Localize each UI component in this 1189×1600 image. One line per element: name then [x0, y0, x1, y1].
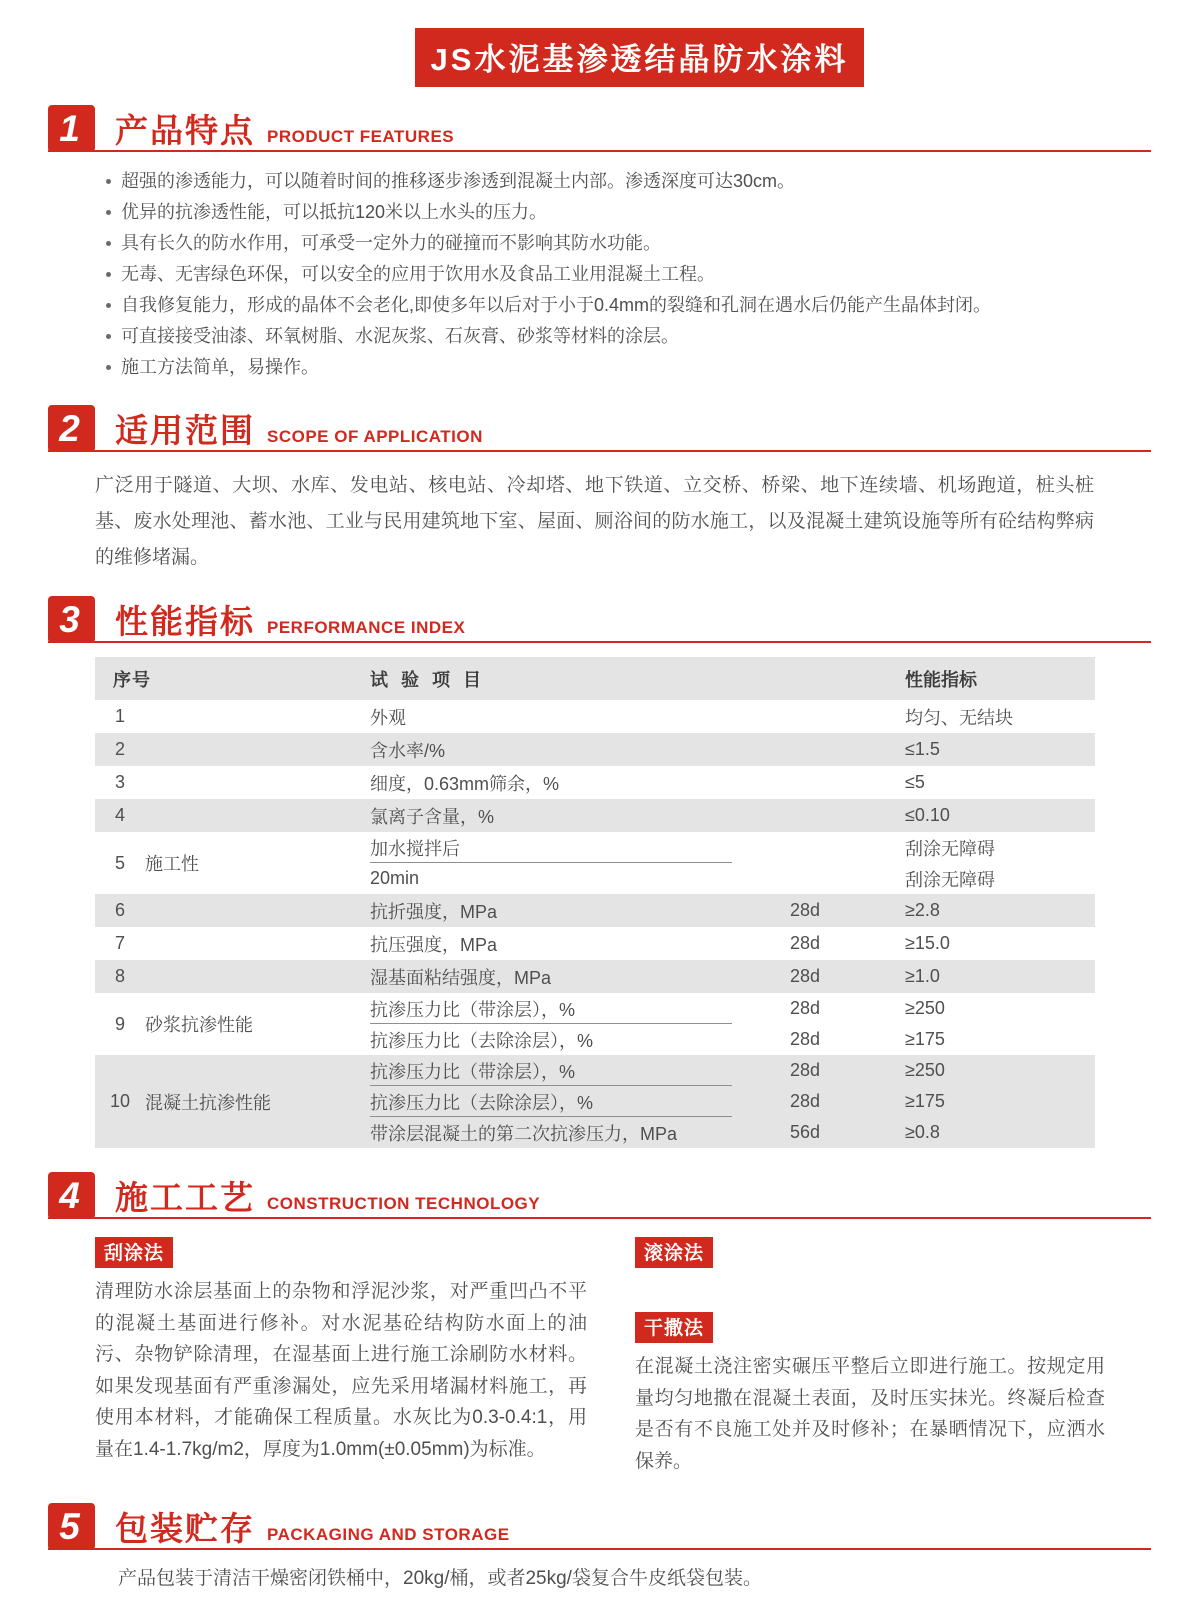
cell-test-item: 抗渗压力比（带涂层），%: [370, 1061, 576, 1082]
method-tag-drysprinkle: 干撒法: [635, 1312, 713, 1343]
section-number-badge: 4: [48, 1172, 95, 1219]
section-title-en: SCOPE OF APPLICATION: [267, 427, 483, 446]
cell-index: ≥15.0: [905, 933, 950, 953]
cell-index: 均匀、无结块: [905, 707, 1013, 728]
drysprinkle-method-text: 在混凝土浇注密实碾压平整后立即进行施工。按规定用量均匀地撒在混凝土表面，及时压实抹光。终凝后检查是否有不良施工处并及时修补；在暴晒情况下，应洒水保养。: [635, 1356, 1105, 1472]
method-tag-roll: 滚涂法: [635, 1237, 713, 1268]
section-performance-header: [48, 596, 1151, 643]
cell-age: 56d: [790, 1122, 821, 1142]
section-title-en: CONSTRUCTION TECHNOLOGY: [267, 1194, 541, 1213]
cell-index: ≥175: [905, 1091, 945, 1111]
cell-age: 28d: [790, 1091, 821, 1111]
section-title-zh: 适用范围: [115, 412, 255, 449]
scrape-method-column: [95, 1237, 587, 1477]
cell-no: 5: [114, 852, 125, 873]
cell-no: 3: [114, 772, 125, 792]
section-title-en: PERFORMANCE INDEX: [267, 618, 466, 637]
cell-test-item: 含水率/%: [370, 740, 446, 761]
cell-no: 4: [114, 805, 125, 825]
packaging-paragraph: 产品包装于清洁干燥密闭铁桶中，20kg/桶，或者25kg/袋复合牛皮纸袋包装。: [118, 1568, 762, 1589]
cell-age: 28d: [790, 966, 821, 986]
cell-test-item: 抗渗压力比（带涂层），%: [370, 999, 576, 1020]
cell-index: ≥2.8: [905, 900, 940, 920]
cell-index: 刮涂无障碍: [905, 869, 995, 890]
list-item: 无毒、无害绿色环保，可以安全的应用于饮用水及食品工业用混凝土工程。: [104, 259, 1129, 290]
cell-age: 28d: [790, 998, 821, 1018]
cell-test-item: 带涂层混凝土的第二次抗渗压力，MPa: [370, 1123, 678, 1144]
cell-age: 28d: [790, 933, 821, 953]
section-title-zh: 施工工艺: [115, 1179, 255, 1216]
table-row: [95, 1055, 1095, 1148]
construction-columns: [95, 1237, 1104, 1477]
list-item: 自我修复能力，形成的晶体不会老化,即使多年以后对于小于0.4mm的裂缝和孔洞在遇水后仍能产生晶体封闭。: [104, 290, 1129, 321]
section-title-zh: 产品特点: [115, 112, 255, 149]
scrape-method-text: 清理防水涂层基面上的杂物和浮泥沙浆，对严重凹凸不平的混凝土基面进行修补。对水泥基砼结构防水面上的油污、杂物铲除清理，在湿基面上进行施工涂刷防水材料。如果发现基面有严重渗漏处，应先采用堵漏材料施工，再使用本材料，才能确保工程质量。水灰比为0.3-0.4:1，用量在1.4-1.7kg/m2，厚度为1.0mm(±0.05mm)为标准。: [95, 1281, 587, 1460]
cell-no: 6: [114, 900, 125, 920]
cell-test-item: 细度，0.63mm筛余，%: [370, 773, 560, 794]
cell-test-item: 加水搅拌后: [370, 838, 460, 859]
cell-category: 砂浆抗渗性能: [145, 1015, 253, 1035]
column-header-item: 试 验 项 目: [370, 669, 486, 690]
table-row: [95, 993, 1095, 1055]
section-title-zh: 性能指标: [115, 603, 255, 640]
cell-no: 2: [114, 739, 125, 759]
page-title: JS水泥基渗透结晶防水涂料: [415, 28, 865, 87]
section-packaging-header: [48, 1503, 1151, 1550]
section-features-header: [48, 105, 1151, 152]
cell-category: 施工性: [145, 854, 199, 874]
cell-index: ≥250: [905, 998, 945, 1018]
cell-test-item: 抗渗压力比（去除涂层），%: [370, 1030, 594, 1051]
table-row: [95, 733, 1095, 766]
cell-test-item: 外观: [370, 707, 406, 728]
roll-drysprinkle-column: [635, 1237, 1105, 1477]
cell-test-item: 湿基面粘结强度，MPa: [370, 967, 552, 988]
cell-age: 28d: [790, 1060, 821, 1080]
column-header-index: 性能指标: [905, 669, 977, 690]
section-construction-header: [48, 1172, 1151, 1219]
section-number-badge: 1: [48, 105, 95, 152]
cell-age: 28d: [790, 900, 821, 920]
list-item: 超强的渗透能力，可以随着时间的推移逐步渗透到混凝土内部。渗透深度可达30cm。: [104, 166, 1129, 197]
cell-index: ≥175: [905, 1029, 945, 1049]
list-item: 具有长久的防水作用，可承受一定外力的碰撞而不影响其防水功能。: [104, 228, 1129, 259]
section-title-en: PACKAGING AND STORAGE: [267, 1525, 510, 1544]
section-number-badge: 2: [48, 405, 95, 452]
cell-no: 1: [114, 706, 125, 726]
column-header-no: 序号: [113, 669, 151, 690]
cell-index: ≤1.5: [905, 739, 940, 759]
cell-no: 7: [114, 933, 125, 953]
performance-table: [95, 657, 1095, 1148]
table-row: [95, 832, 1095, 894]
section-number-badge: 5: [48, 1503, 95, 1550]
cell-index: ≥1.0: [905, 966, 940, 986]
cell-index: 刮涂无障碍: [905, 838, 995, 859]
table-row: [95, 799, 1095, 832]
table-row: [95, 927, 1095, 960]
section-title-zh: 包装贮存: [115, 1510, 255, 1547]
cell-test-item: 抗渗压力比（去除涂层），%: [370, 1092, 594, 1113]
cell-age: 28d: [790, 1029, 821, 1049]
cell-test-item: 抗压强度，MPa: [370, 934, 498, 955]
cell-test-item: 氯离子含量，%: [370, 806, 495, 827]
cell-category: 混凝土抗渗性能: [145, 1092, 271, 1113]
cell-no: 8: [114, 966, 125, 986]
scope-paragraph: 广泛用于隧道、大坝、水库、发电站、核电站、冷却塔、地下铁道、立交桥、桥梁、地下连续墙、机场跑道，桩头桩基、废水处理池、蓄水池、工业与民用建筑地下室、屋面、厕浴间的防水施工，以及混凝土建筑设施等所有砼结构弊病的维修堵漏。: [95, 475, 1094, 568]
cell-index: ≤0.10: [905, 805, 950, 825]
list-item: 优异的抗渗透性能，可以抵抗120米以上水头的压力。: [104, 197, 1129, 228]
section-title-en: PRODUCT FEATURES: [267, 127, 455, 146]
list-item: 可直接接受油漆、环氧树脂、水泥灰浆、石灰膏、砂浆等材料的涂层。: [104, 321, 1129, 352]
table-row: [95, 766, 1095, 799]
method-tag-scrape: 刮涂法: [95, 1237, 173, 1268]
table-header-row: [95, 657, 1095, 700]
cell-index: ≥0.8: [905, 1122, 940, 1142]
table-row: [95, 700, 1095, 733]
cell-index: ≥250: [905, 1060, 945, 1080]
section-scope-header: [48, 405, 1151, 452]
table-row: [95, 894, 1095, 927]
title-banner-row: [0, 0, 1189, 87]
cell-test-item: 抗折强度，MPa: [370, 901, 498, 922]
feature-list: [104, 166, 1129, 383]
cell-index: ≤5: [905, 772, 925, 792]
cell-no: 10: [109, 1091, 131, 1111]
table-row: [95, 960, 1095, 993]
cell-test-item: 20min: [370, 868, 420, 888]
section-number-badge: 3: [48, 596, 95, 643]
cell-no: 9: [114, 1013, 125, 1034]
list-item: 施工方法简单，易操作。: [104, 352, 1129, 383]
